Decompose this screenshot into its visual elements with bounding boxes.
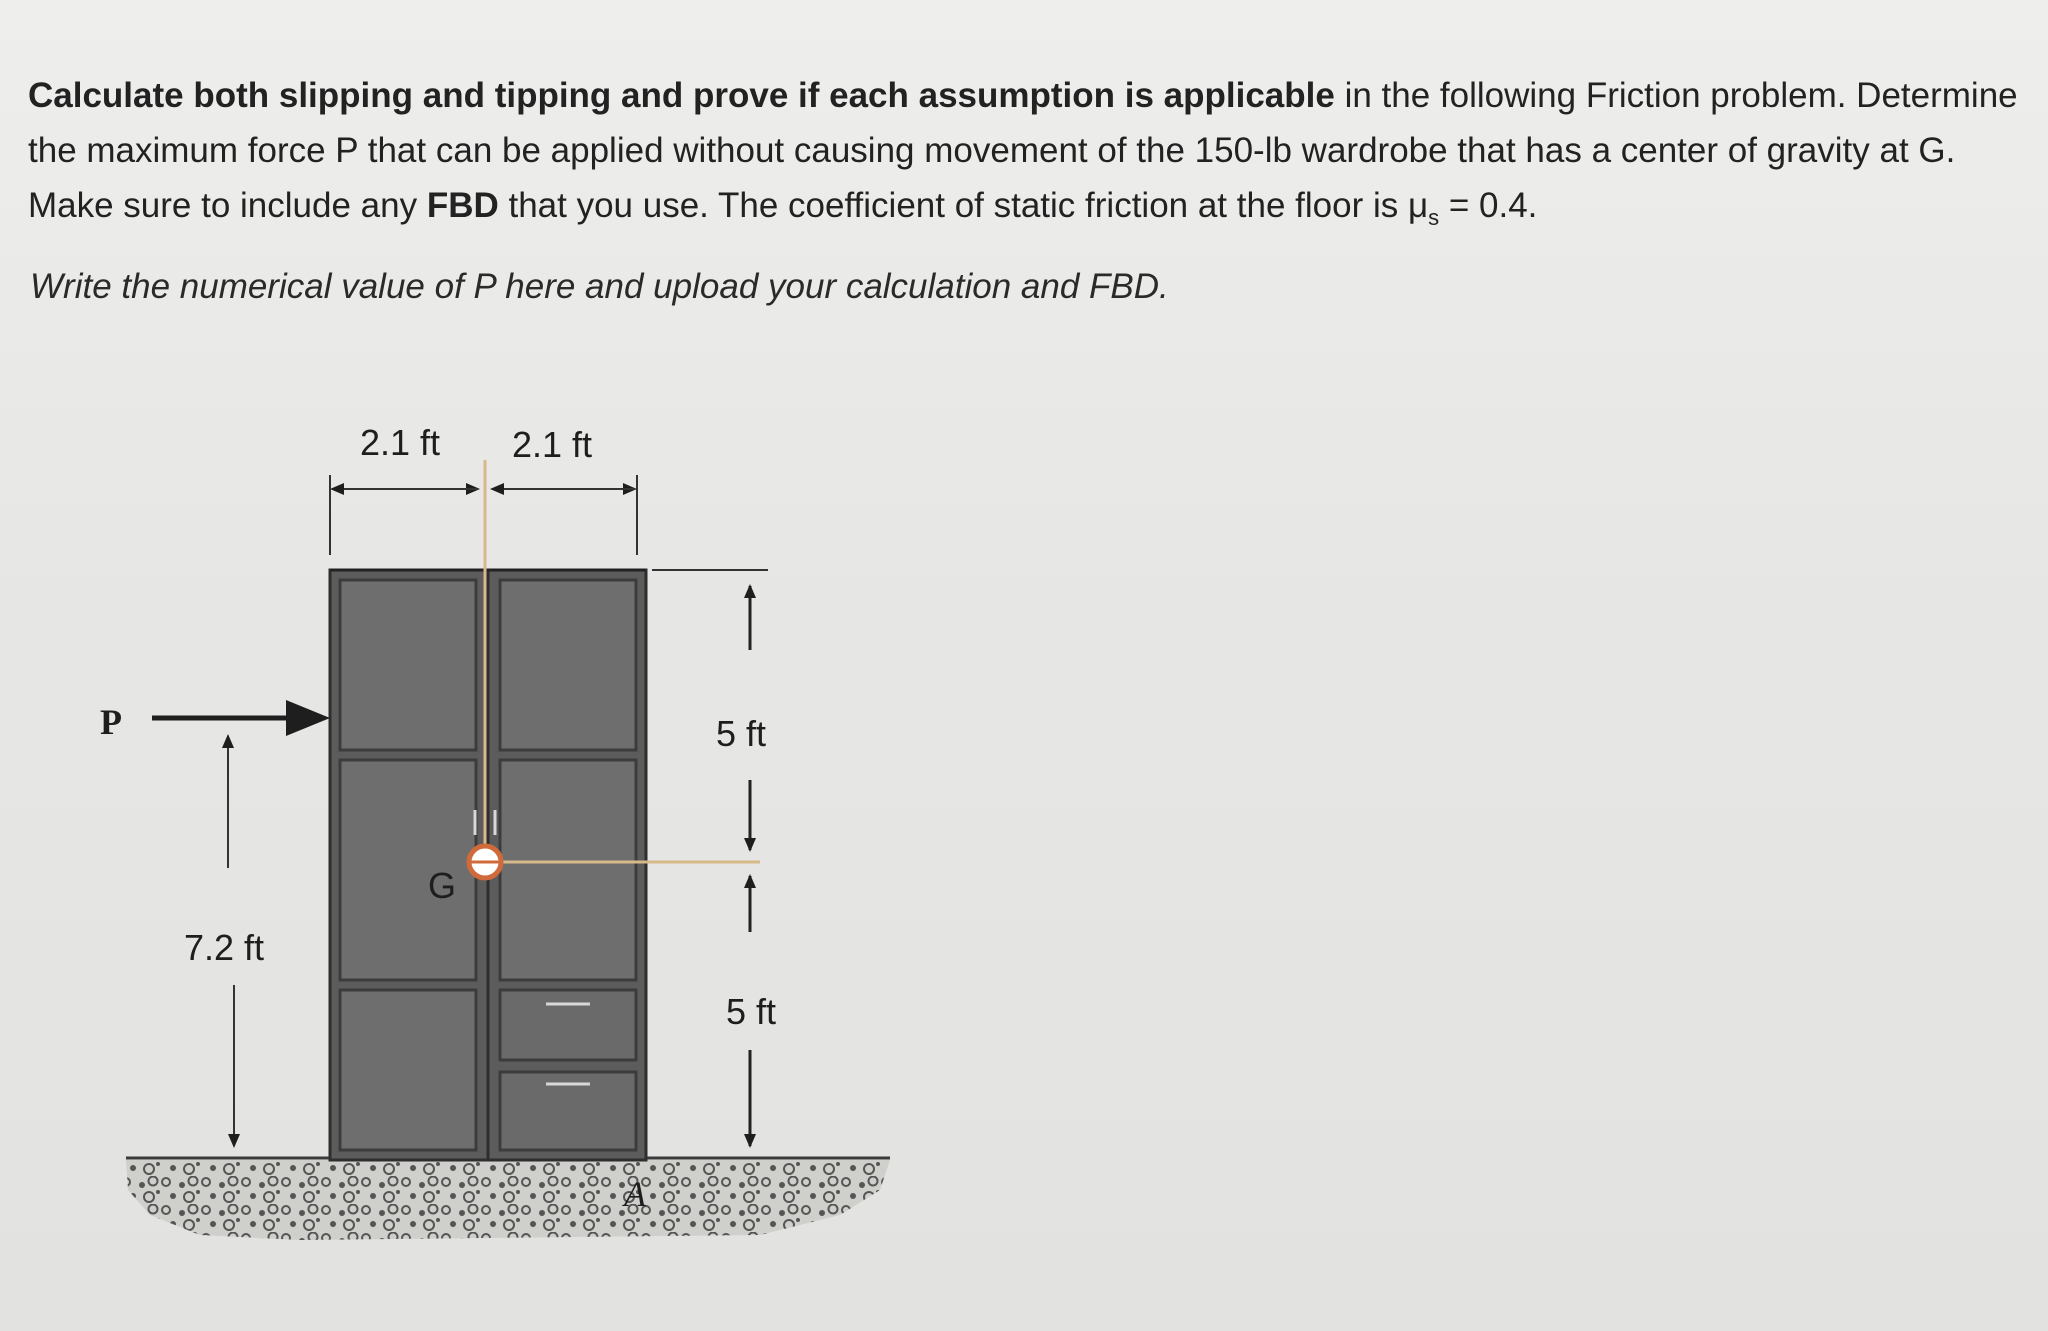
problem-text-2: that you use. The coefficient of static friction at the floor is <box>498 186 1408 225</box>
width-right-label: 2.1 ft <box>512 424 593 465</box>
ground <box>126 1158 890 1240</box>
mu-symbol: μ <box>1407 186 1429 225</box>
force-height-dimension <box>184 736 264 1146</box>
applied-force <box>100 700 330 742</box>
point-a-label: A <box>624 1174 646 1214</box>
cg-label: G <box>428 865 457 906</box>
problem-text-1: in the following Friction problem. Determine the maximum force P that can be applied without causing movement of the 150-lb wardrobe that has a center of gravity at G. Make sure to include any <box>28 76 2018 225</box>
problem-emphasis: Calculate both slipping and tipping and prove if each assumption is applicable <box>28 76 1335 115</box>
problem-text-3: = 0.4. <box>1439 186 1538 225</box>
height-dimension <box>652 570 776 1146</box>
width-left-label: 2.1 ft <box>360 422 441 463</box>
height-lower-label: 5 ft <box>726 991 777 1032</box>
answer-instruction: Write the numerical value of P here and upload your calculation and FBD. <box>30 267 1169 306</box>
problem-fbd: FBD <box>426 186 499 225</box>
mu-subscript: s <box>1428 205 1440 230</box>
force-height-label: 7.2 ft <box>184 927 265 968</box>
height-upper-label: 5 ft <box>716 713 767 754</box>
force-label: P <box>100 702 122 742</box>
